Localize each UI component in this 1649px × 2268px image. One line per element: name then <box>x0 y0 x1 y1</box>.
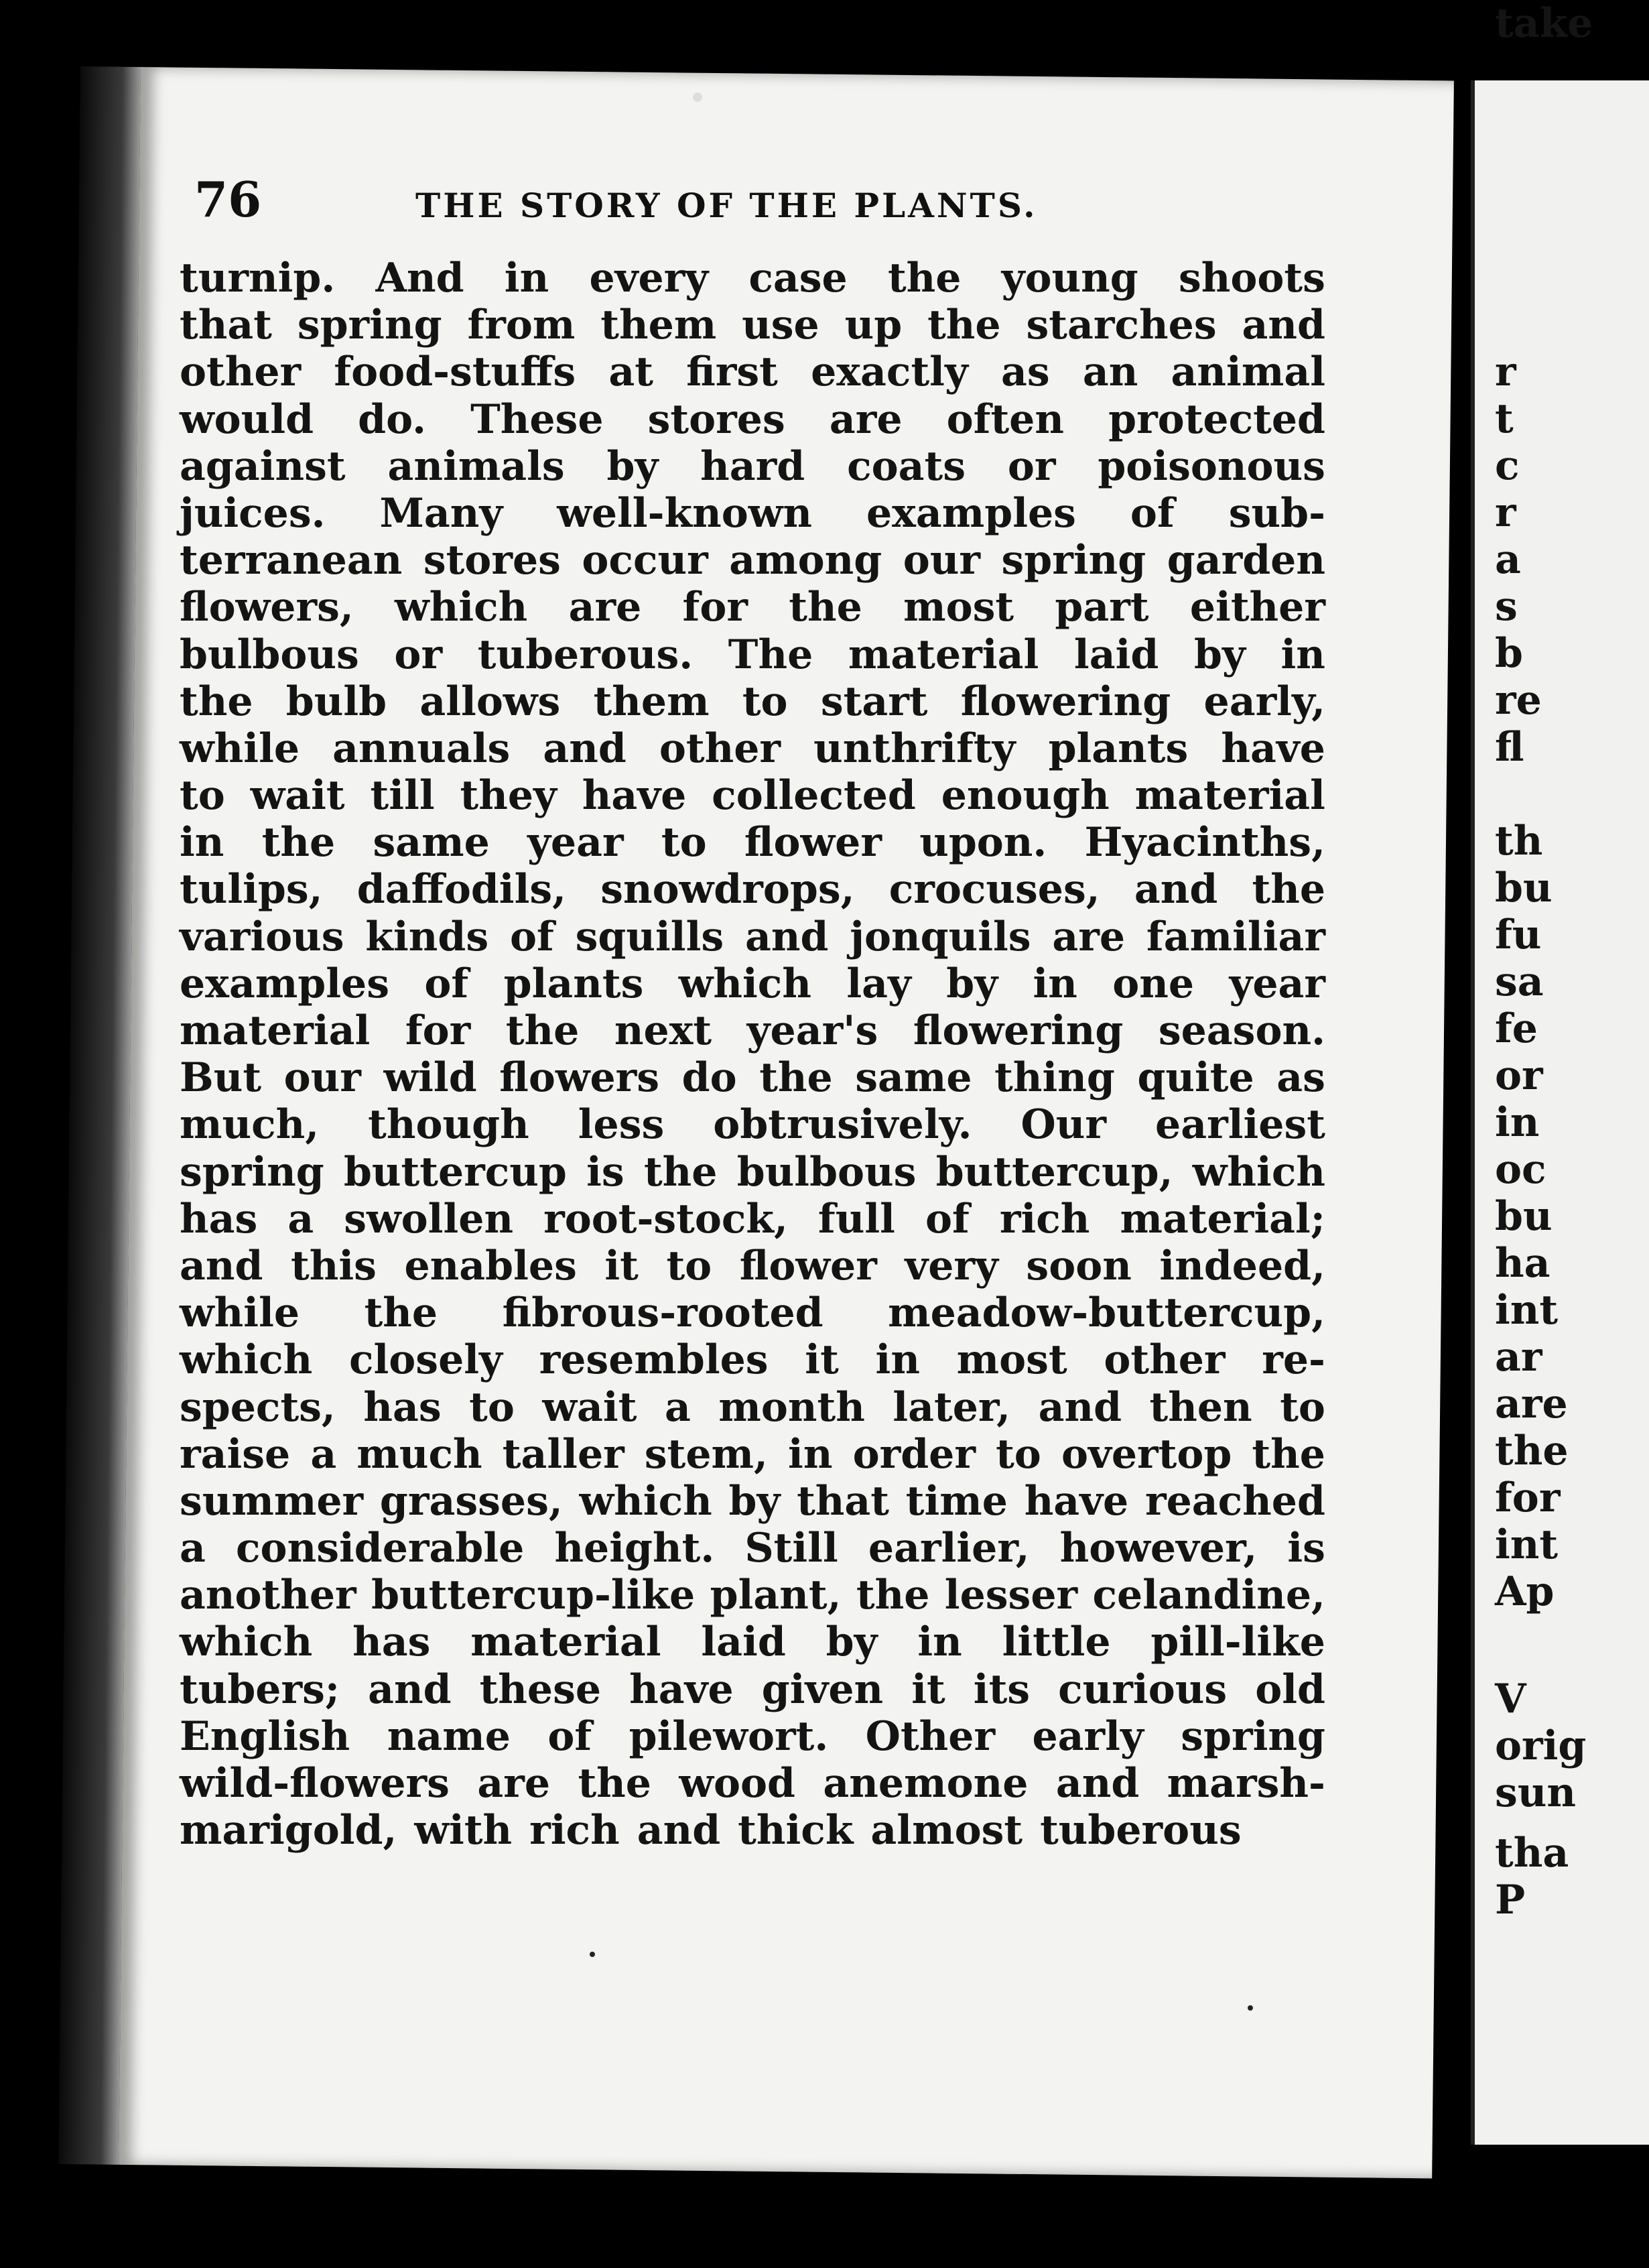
text-line: turnip. And in every case the young shoots <box>180 255 1325 302</box>
text-line: which has material laid by in little pill-like <box>180 1619 1325 1666</box>
text-line: bulbous or tuberous. The material laid by in <box>180 631 1325 678</box>
right-page-text-fragment: r <box>1495 349 1516 395</box>
right-page-text-fragment: P <box>1495 1877 1526 1924</box>
text-line: English name of pilewort. Other early spring <box>180 1712 1325 1760</box>
running-title: THE STORY OF THE PLANTS. <box>415 186 1038 225</box>
right-page-text-fragment: are <box>1495 1381 1568 1428</box>
text-line: in the same year to flower upon. Hyacinths, <box>180 819 1325 867</box>
text-line: while annuals and other unthrifty plants have <box>180 724 1325 772</box>
text-line: much, though less obtrusively. Our earliest <box>180 1101 1325 1149</box>
text-line: juices. Many well-known examples of sub- <box>180 489 1325 537</box>
right-page-text-fragment: int <box>1495 1287 1559 1334</box>
print-speck <box>693 92 702 102</box>
right-page-text-fragment: orig <box>1495 1722 1587 1769</box>
text-line: tulips, daffodils, snowdrops, crocuses, and the <box>180 866 1325 914</box>
right-page-text-fragment: t <box>1495 395 1514 442</box>
right-page-text-fragment: tha <box>1495 1830 1569 1877</box>
text-line: spects, has to wait a month later, and then to <box>180 1383 1325 1431</box>
right-page-text-fragment: fe <box>1495 1005 1538 1052</box>
text-line: marigold, with rich and thick almost tuberous <box>180 1807 1242 1854</box>
body-text <box>180 255 1325 1854</box>
text-line: and this enables it to flower very soon indeed, <box>180 1242 1325 1289</box>
right-page-text-fragment: oc <box>1495 1146 1546 1193</box>
right-page-text-fragment: Ap <box>1495 1568 1555 1615</box>
right-page-text-fragment: re <box>1495 677 1542 724</box>
right-page-text-fragment: the <box>1495 1428 1569 1474</box>
text-line: flowers, which are for the most part either <box>180 584 1325 631</box>
right-page-text-fragment: fl <box>1495 724 1524 771</box>
text-line: another buttercup-like plant, the lesser celandine, <box>180 1572 1325 1619</box>
text-line: has a swollen root-stock, full of rich material; <box>180 1195 1325 1243</box>
text-line: to wait till they have collected enough material <box>180 772 1325 820</box>
right-page-text-fragment: take <box>1495 0 1593 47</box>
text-line: the bulb allows them to start flowering early, <box>180 678 1325 725</box>
print-speck <box>1248 2005 1253 2011</box>
text-line: terranean stores occur among our spring garden <box>180 537 1325 584</box>
right-page-text-fragment: th <box>1495 818 1543 865</box>
text-line: tubers; and these have given it its curious old <box>180 1665 1325 1713</box>
right-page-text-fragment: in <box>1495 1099 1540 1146</box>
text-line: while the fibrous-rooted meadow-buttercup, <box>180 1289 1325 1337</box>
text-line: spring buttercup is the bulbous buttercup, which <box>180 1148 1325 1196</box>
text-line: would do. These stores are often protected <box>180 395 1325 443</box>
right-page-text-fragment: c <box>1495 442 1520 489</box>
text-line: wild-flowers are the wood anemone and marsh- <box>180 1760 1325 1807</box>
right-page-edge <box>1471 0 1649 2145</box>
right-page-text-fragment: a <box>1495 536 1521 583</box>
right-page-text-fragment: sa <box>1495 958 1544 1005</box>
right-page-text-fragment: fu <box>1495 911 1542 958</box>
text-line: summer grasses, which by that time have reached <box>180 1477 1325 1525</box>
right-page-text-fragment: or <box>1495 1052 1543 1099</box>
right-page-text-fragment: r <box>1495 489 1516 536</box>
right-page-text-fragment: int <box>1495 1521 1559 1568</box>
right-page-text-fragment: s <box>1495 583 1518 630</box>
right-page-text-fragment: bu <box>1495 865 1553 911</box>
right-page-text-fragment: sun <box>1495 1769 1577 1816</box>
right-page-text-fragment: ha <box>1495 1240 1551 1287</box>
right-page-text-fragment: bu <box>1495 1193 1553 1240</box>
text-line: other food-stuffs at first exactly as an animal <box>180 349 1325 396</box>
right-page-text-fragment: ar <box>1495 1334 1542 1381</box>
page-number: 76 <box>194 171 262 228</box>
right-page-text-fragment: V <box>1495 1676 1526 1722</box>
text-line: But our wild flowers do the same thing quite as <box>180 1054 1325 1102</box>
page-header <box>194 171 1327 251</box>
text-line: examples of plants which lay by in one year <box>180 960 1325 1007</box>
text-line: various kinds of squills and jonquils are familiar <box>180 913 1325 960</box>
text-line: raise a much taller stem, in order to overtop the <box>180 1430 1325 1478</box>
print-speck <box>590 1952 595 1957</box>
text-line: which closely resembles it in most other re- <box>180 1336 1325 1384</box>
text-line: material for the next year's flowering season. <box>180 1007 1325 1054</box>
right-page-text-fragment: b <box>1495 630 1523 677</box>
text-line: that spring from them use up the starches and <box>180 302 1325 349</box>
right-page-text-fragment: for <box>1495 1474 1561 1521</box>
text-line: a considerable height. Still earlier, however, is <box>180 1525 1325 1572</box>
text-line: against animals by hard coats or poisonous <box>180 442 1325 490</box>
